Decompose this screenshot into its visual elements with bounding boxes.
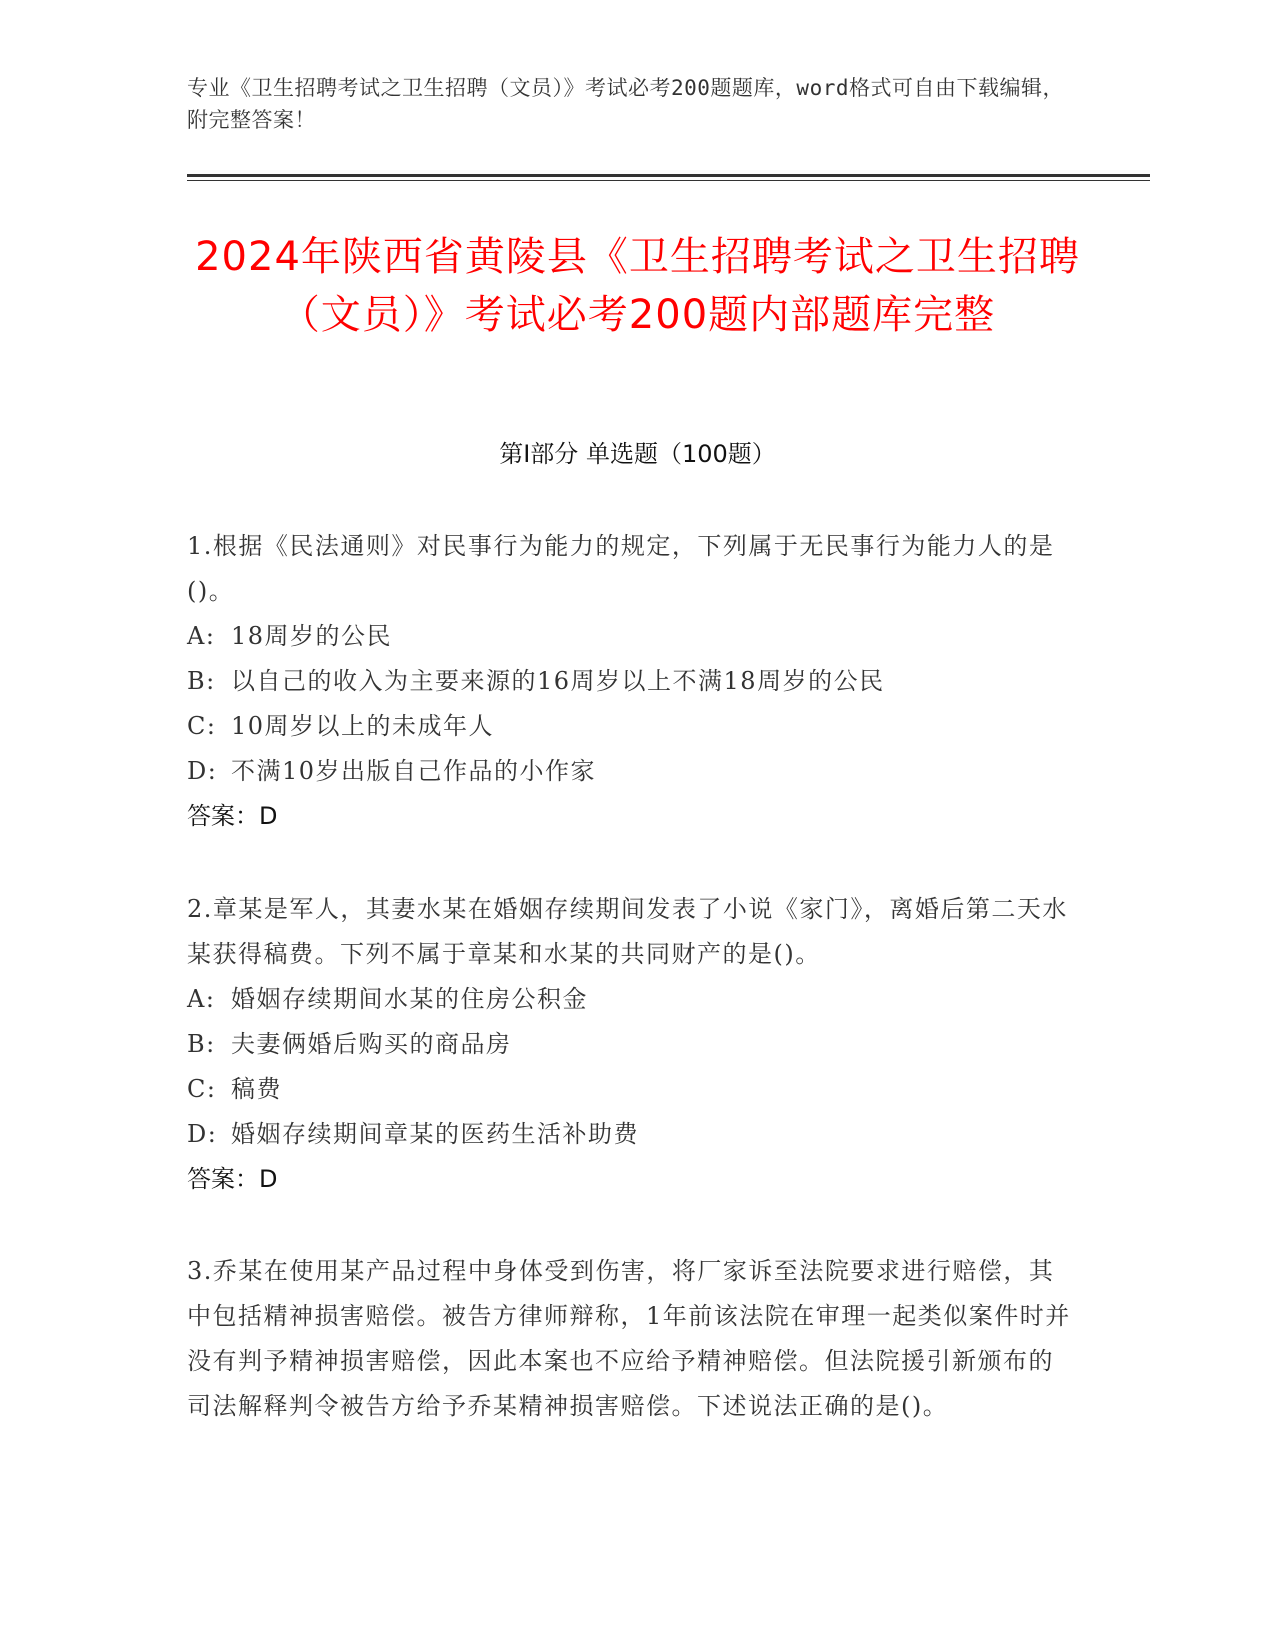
header-note: 专业《卫生招聘考试之卫生招聘（文员）》考试必考200题题库，word格式可自由下载编辑，附完整答案！	[187, 76, 1064, 132]
question-3	[187, 1249, 1077, 1429]
question-1	[187, 524, 1077, 839]
option-key: A:	[187, 985, 216, 1013]
question-stem: 1.根据《民法通则》对民事行为能力的规定，下列属于无民事行为能力人的是()。	[187, 532, 1055, 605]
question-stem: 3.乔某在使用某产品过程中身体受到伤害，将厂家诉至法院要求进行赔偿，其中包括精神损害赔偿。被告方律师辩称，1年前该法院在审理一起类似案件时并没有判予精神损害赔偿，因此本案也不应给予精神赔偿。但法院援引新颁布的司法解释判令被告方给予乔某精神损害赔偿。下述说法正确的是()。	[187, 1257, 1071, 1420]
option-text: 稿费	[231, 1075, 282, 1103]
option-key: D:	[187, 1120, 218, 1148]
option-a	[187, 977, 1077, 1022]
option-text: 不满10岁出版自己作品的小作家	[231, 757, 597, 785]
section-heading: 第I部分 单选题（100题）	[499, 440, 776, 468]
option-d	[187, 749, 1077, 794]
option-text: 婚姻存续期间章某的医药生活补助费	[231, 1120, 639, 1148]
option-key: A:	[187, 622, 216, 650]
option-text: 10周岁以上的未成年人	[231, 712, 495, 740]
option-text: 夫妻俩婚后购买的商品房	[231, 1030, 512, 1058]
option-key: B:	[187, 667, 216, 695]
option-text: 婚姻存续期间水某的住房公积金	[231, 985, 588, 1013]
option-d	[187, 1112, 1077, 1157]
answer: 答案：D	[187, 802, 278, 830]
option-c	[187, 1067, 1077, 1112]
option-a	[187, 614, 1077, 659]
option-text: 以自己的收入为主要来源的16周岁以上不满18周岁的公民	[231, 667, 885, 695]
document-title: 2024年陕西省黄陵县《卫生招聘考试之卫生招聘（文员）》考试必考200题内部题库完整	[195, 234, 1080, 338]
option-text: 18周岁的公民	[231, 622, 393, 650]
header-divider-thin	[187, 180, 1150, 181]
option-key: D:	[187, 757, 218, 785]
answer: 答案：D	[187, 1165, 278, 1193]
question-stem: 2.章某是军人，其妻水某在婚姻存续期间发表了小说《家门》，离婚后第二天水某获得稿费。下列不属于章某和水某的共同财产的是()。	[187, 895, 1068, 968]
option-b	[187, 1022, 1077, 1067]
option-c	[187, 704, 1077, 749]
option-key: C:	[187, 1075, 217, 1103]
option-b	[187, 659, 1077, 704]
option-key: C:	[187, 712, 217, 740]
header-divider-thick	[187, 174, 1150, 177]
question-2	[187, 887, 1077, 1202]
option-key: B:	[187, 1030, 216, 1058]
